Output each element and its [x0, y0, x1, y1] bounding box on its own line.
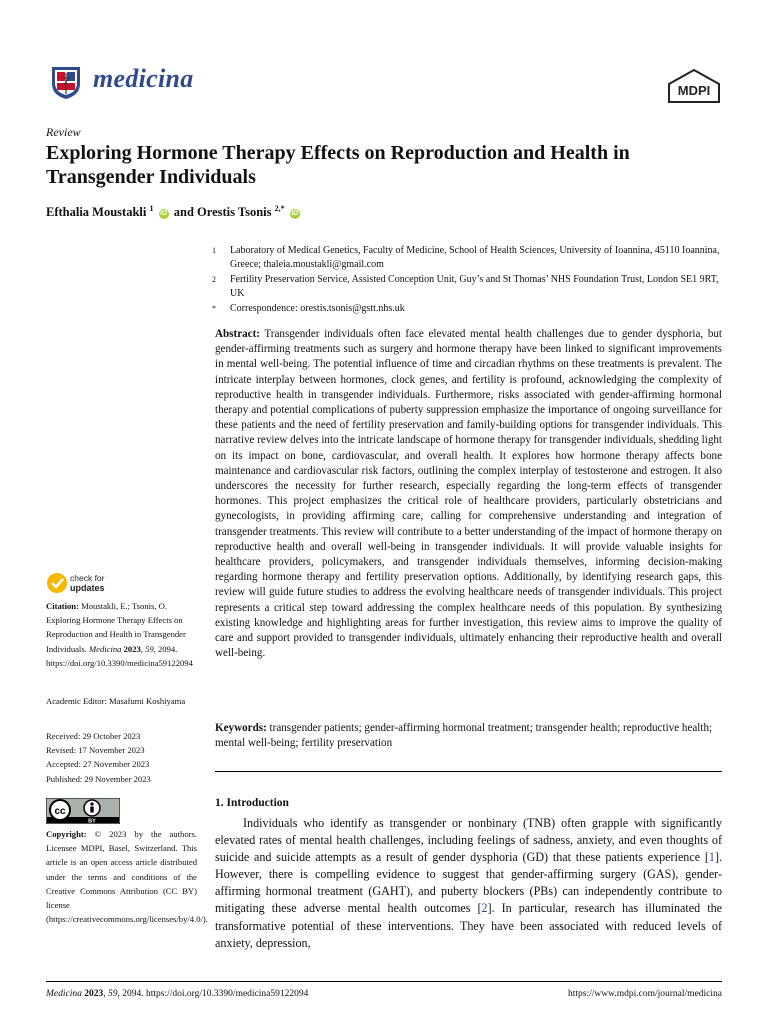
- affiliation-number: 1: [212, 246, 216, 255]
- revised-date: Revised: 17 November 2023: [46, 745, 145, 756]
- intro-text: ]. However, there is compelling evidence to suggest that gender-affirming surgery (GAS), gender-affirming hormonal treatment (GAHT), and puberty blockers (PBs) can independently contribute to mitigating these adverse mental health outcomes [: [215, 850, 722, 916]
- cc-by-license-icon[interactable]: [46, 798, 120, 824]
- section-divider: [215, 771, 722, 772]
- svg-text:cc: cc: [54, 806, 66, 817]
- affiliation-marker: 2,*: [274, 204, 285, 213]
- keywords-label: Keywords:: [215, 722, 267, 734]
- affiliation-text: Laboratory of Medical Genetics, Faculty of Medicine, School of Health Sciences, University of Ioannina, 45110 Ioannina, Greece; thaleia.moustakli@gmail.com: [230, 245, 720, 270]
- article-title: Exploring Hormone Therapy Effects on Reproduction and Health in Transgender Individuals: [46, 142, 630, 188]
- mdpi-logo-icon: [667, 69, 721, 103]
- citation-volume: 59: [145, 643, 154, 654]
- footer-doi[interactable]: , 2094. https://doi.org/10.3390/medicina59122094: [117, 989, 309, 999]
- affiliation-item: [212, 244, 732, 271]
- received-date: Received: 29 October 2023: [46, 731, 141, 741]
- journal-name: medicina: [93, 64, 194, 93]
- affiliation-marker: 1: [149, 204, 154, 213]
- section-heading: 1. Introduction: [215, 797, 289, 809]
- copyright-text: © 2023 by the authors. Licensee MDPI, Basel, Switzerland. This article is an open access article distributed under the terms and conditions of the Creative Commons Attribution (CC BY) license (https://creativecommons.org/licenses/by/4.0/).: [46, 829, 208, 925]
- citation-year: 2023: [123, 643, 141, 654]
- author-list: [46, 204, 302, 220]
- journal-url[interactable]: https://www.mdpi.com/journal/medicina: [568, 989, 722, 999]
- orcid-icon[interactable]: iD: [160, 210, 168, 218]
- intro-paragraph: [215, 815, 722, 952]
- reference-link[interactable]: 1: [708, 850, 715, 865]
- check-updates-line2: updates: [70, 583, 105, 593]
- abstract-label: Abstract:: [215, 328, 260, 340]
- copyright-block: [46, 827, 208, 926]
- affiliation-number: 2: [212, 275, 216, 284]
- keywords: [215, 721, 722, 751]
- abstract-text: Transgender individuals often face elevated mental health challenges due to gender dysphoria, but gender-affirming treatments such as surgery and hormone therapy have been linked to significant improvements in mental well-being. The potential influence of time and circadian rhythms on these treatments is prevalent. The intricate interplay between hormones, clock genes, and fertility is profound, acknowledging the complexity of reproductive health in transgender individuals. Furthermore, risks associated with gender-affirming hormonal therapy and potential complications of puberty suppression emphasize the importance of ongoing surveillance for these patients and the need of fertility preservation and family-building options for transgender individuals. This narrative review delves into the intricate landscape of hormone therapy for transgender individuals, shedding light on its impact on bone, cardiovascular, and overall health. It explores how hormone therapy affects bone maintenance and cardiovascular risk factors, outlining the complex interplay of testosterone and estrogen. It also underscores the necessity for further research, especially regarding the long-term effects of transgender hormones. This project emphasizes the critical role of healthcare providers, particularly obstetricians and gynecologists, in providing affirming care, calling for comprehensive understanding and integration of transgender treatments. This review will contribute to a better understanding of the impact of hormone therapy on reproductive health and overall well-being in transgender individuals. It will provide valuable insights for healthcare providers, policymakers, and transgender individuals themselves, informing decision-making regarding hormone therapy and fertility preservation options. Additionally, by identifying research gaps, this review will guide future studies to address the evolving healthcare needs of transgender individuals. This project represents a critical step toward addressing the complex healthcare needs of this population. By synthesizing existing knowledge and highlighting areas for further investigation, this review aims to improve the quality of care and support provided to transgender individuals, ultimately enhancing their reproductive health and overall well-being.: [215, 328, 722, 660]
- accepted-date: Accepted: 27 November 2023: [46, 759, 150, 770]
- footer-volume: 59: [108, 989, 118, 999]
- abstract: [215, 327, 722, 661]
- academic-editor: Academic Editor: Masafumi Koshiyama: [46, 696, 186, 706]
- citation-journal: Medicina: [88, 643, 122, 654]
- footer-year: 2023: [84, 989, 104, 999]
- cc-badge-label: BY: [88, 818, 96, 824]
- citation-block: Citation: Moustakli, E.; Tsonis, O. Exploring Hormone Therapy Effects on Reproduction and Health in Transgender Individuals. Medicina 2023, 59, 2094. https://doi.org/10.3390/medicina59122094: [46, 601, 193, 668]
- affiliation-number: *: [212, 304, 216, 313]
- affiliations: [212, 244, 732, 318]
- citation-label: Citation:: [46, 601, 79, 611]
- citation-text: Moustakli, E.; Tsonis, O. Exploring Hormone Therapy Effects on Reproduction and Health in Transgender Individuals.: [46, 601, 186, 654]
- intro-text: Individuals who identify as transgender or nonbinary (TNB) often grapple with significantly elevated rates of mental health challenges, including feelings of sadness, anxiety, and even thoughts of suicide and suicide attempts as a result of gender dysphoria (GD) that these patients experience [: [215, 816, 722, 865]
- reference-link[interactable]: 2: [481, 901, 488, 916]
- correspondence-text[interactable]: Correspondence: orestis.tsonis@gstt.nhs.uk: [230, 303, 405, 314]
- article-type: Review: [46, 125, 81, 139]
- affiliation-text: Fertility Preservation Service, Assisted Conception Unit, Guy’s and St Thomas’ NHS Foundation Trust, London SE1 9RT, UK: [230, 274, 719, 299]
- article-dates: [46, 729, 196, 786]
- check-updates-line1: check for: [70, 573, 105, 583]
- keywords-text: transgender patients; gender-affirming hormonal treatment; transgender health; reproductive health; mental well-being; fertility preservation: [215, 722, 713, 750]
- intro-text: ]. In particular, research has illuminated the transformative potential of these interventions. They have been associated with reduced levels of anxiety, depression,: [215, 901, 722, 950]
- footer-divider: [46, 981, 722, 982]
- footer-journal: Medicina: [46, 989, 82, 999]
- affiliation-item: [212, 273, 732, 300]
- medicina-logo-icon: [48, 64, 84, 100]
- check-for-updates-icon[interactable]: [46, 571, 126, 595]
- citation-doi[interactable]: , 2094. https://doi.org/10.3390/medicina59122094: [46, 643, 193, 668]
- published-date: Published: 29 November 2023: [46, 773, 151, 784]
- footer-citation: Medicina 2023, 59, 2094. https://doi.org/10.3390/medicina59122094: [46, 989, 309, 999]
- author-name[interactable]: Orestis Tsonis: [197, 205, 272, 220]
- orcid-icon[interactable]: iD: [291, 210, 299, 218]
- copyright-label: Copyright:: [46, 829, 87, 839]
- author-name[interactable]: Efthalia Moustakli: [46, 205, 147, 220]
- author-conjunction: and: [170, 205, 198, 220]
- publisher-name: MDPI: [677, 83, 711, 98]
- affiliation-item: [212, 302, 732, 316]
